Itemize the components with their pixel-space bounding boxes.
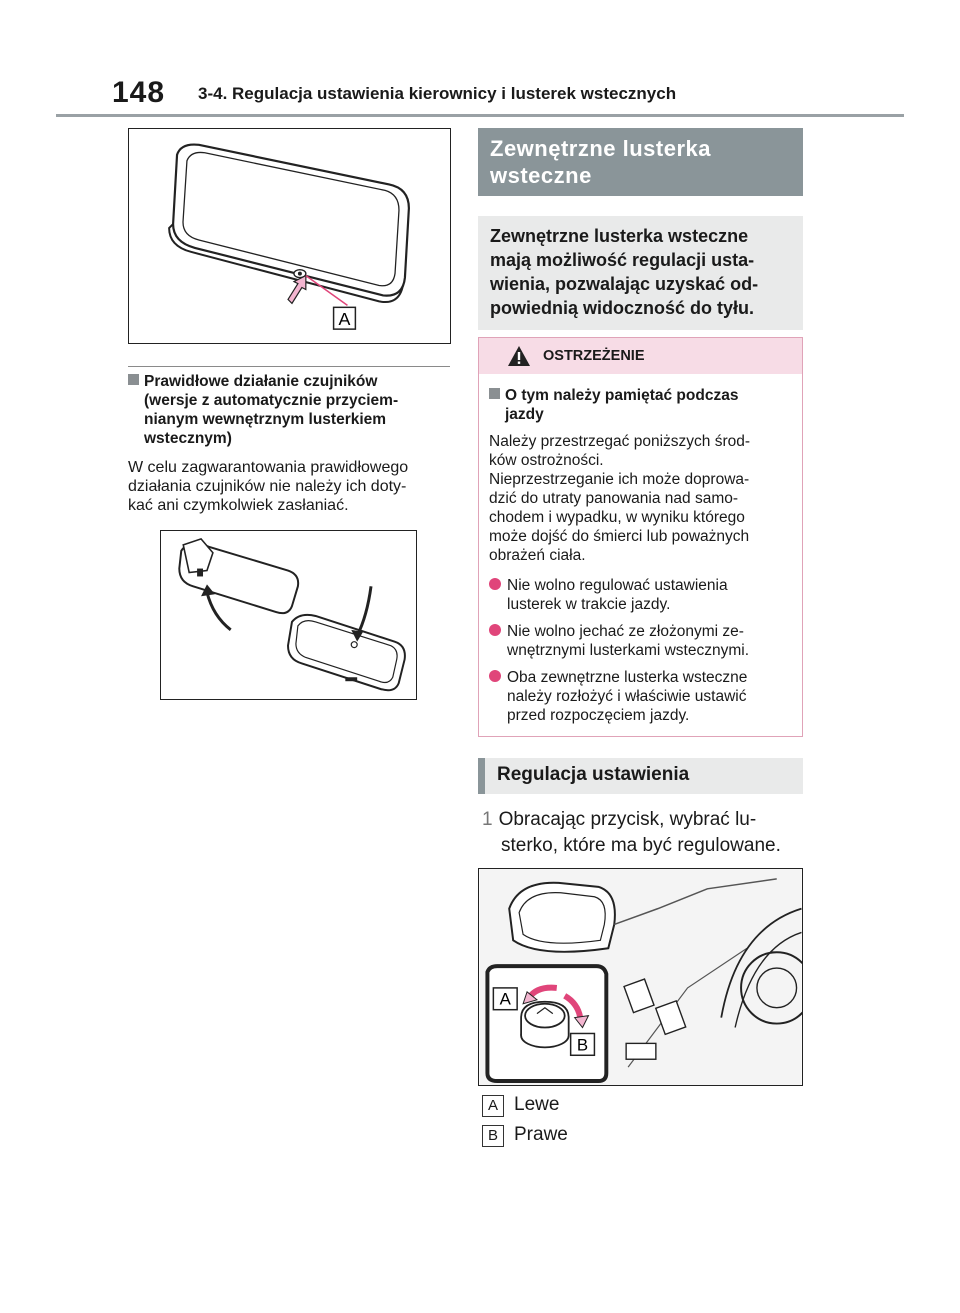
- summary-box: Zewnętrzne lusterka wsteczne mają możliwość regulacji usta- wienia, pozwalając uzyskać od- powiednią widoczność do tyłu.: [478, 216, 803, 330]
- sensor-notice-body: W celu zagwarantowania prawidłowego działania czujników nie należy ich doty- kać ani czymkolwiek zasłaniać.: [128, 459, 409, 514]
- bullet-dot-icon: [489, 578, 501, 590]
- figure-mirror-switch: [478, 868, 803, 1086]
- sensor-notice-heading: Prawidłowe działanie czujników (wersje z automatycznie przyciem- nianym wewnętrznym lusterkiem wstecznym): [128, 372, 453, 448]
- legend-row-a: [482, 1094, 559, 1117]
- step-number: 1: [482, 809, 493, 830]
- warning-box: [478, 337, 803, 737]
- running-title: 3-4. Regulacja ustawienia kierownicy i lusterek wstecznych: [198, 84, 677, 103]
- warning-triangle-icon: [507, 345, 531, 367]
- section-banner-adjustment: Regulacja ustawienia: [478, 758, 803, 794]
- mirror-switch-illustration: [479, 869, 802, 1085]
- bullet-dot-icon: [489, 670, 501, 682]
- legend-key-a: A: [482, 1095, 504, 1117]
- callout-b-label: B: [576, 1035, 589, 1055]
- legend-label-a: Lewe: [514, 1094, 560, 1115]
- warning-header: [479, 338, 802, 374]
- legend-label-b: Prawe: [514, 1124, 568, 1145]
- warning-text: Należy przestrzegać poniższych środ- ków ostrożności. Nieprzestrzeganie ich może doprowa- dzić do utraty panowania nad samo- chodem i wypadku, w wyniku którego może dojść do śmierci lub poważnych obrażeń ciała.: [489, 433, 751, 564]
- warning-item: Nie wolno jechać ze złożonymi ze- wnętrznymi lusterkami wstecznymi.: [489, 622, 793, 660]
- square-bullet-icon: [128, 374, 139, 385]
- mirror-sensors-illustration: [161, 531, 416, 699]
- inner-mirror-illustration: [129, 129, 450, 343]
- section-banner-outer-mirrors: Zewnętrzne lusterka wsteczne: [478, 128, 803, 196]
- legend-key-b: B: [482, 1125, 504, 1147]
- warning-label: OSTRZEŻENIE: [543, 348, 645, 364]
- warning-subheading: O tym należy pamiętać podczas jazdy: [489, 386, 789, 424]
- figure-inner-mirror-front: [128, 128, 451, 344]
- warning-item: Nie wolno regulować ustawienia lusterek w trakcie jazdy.: [489, 576, 793, 614]
- header-rule: [56, 114, 904, 117]
- step-1: 1 Obracając przycisk, wybrać lu- sterko, które ma być regulowane.: [482, 809, 781, 856]
- callout-a-label: A: [499, 989, 511, 1009]
- sensor-rule: [128, 366, 450, 367]
- callout-a-label: A: [338, 309, 351, 330]
- figure-mirror-sensors: [160, 530, 417, 700]
- square-bullet-icon: [489, 388, 500, 399]
- warning-item: Oba zewnętrzne lusterka wsteczne należy rozłożyć i właściwie ustawić przed rozpoczęciem jazdy.: [489, 668, 793, 725]
- bullet-dot-icon: [489, 624, 501, 636]
- page-number: 148: [112, 76, 166, 109]
- legend-row-b: [482, 1124, 568, 1147]
